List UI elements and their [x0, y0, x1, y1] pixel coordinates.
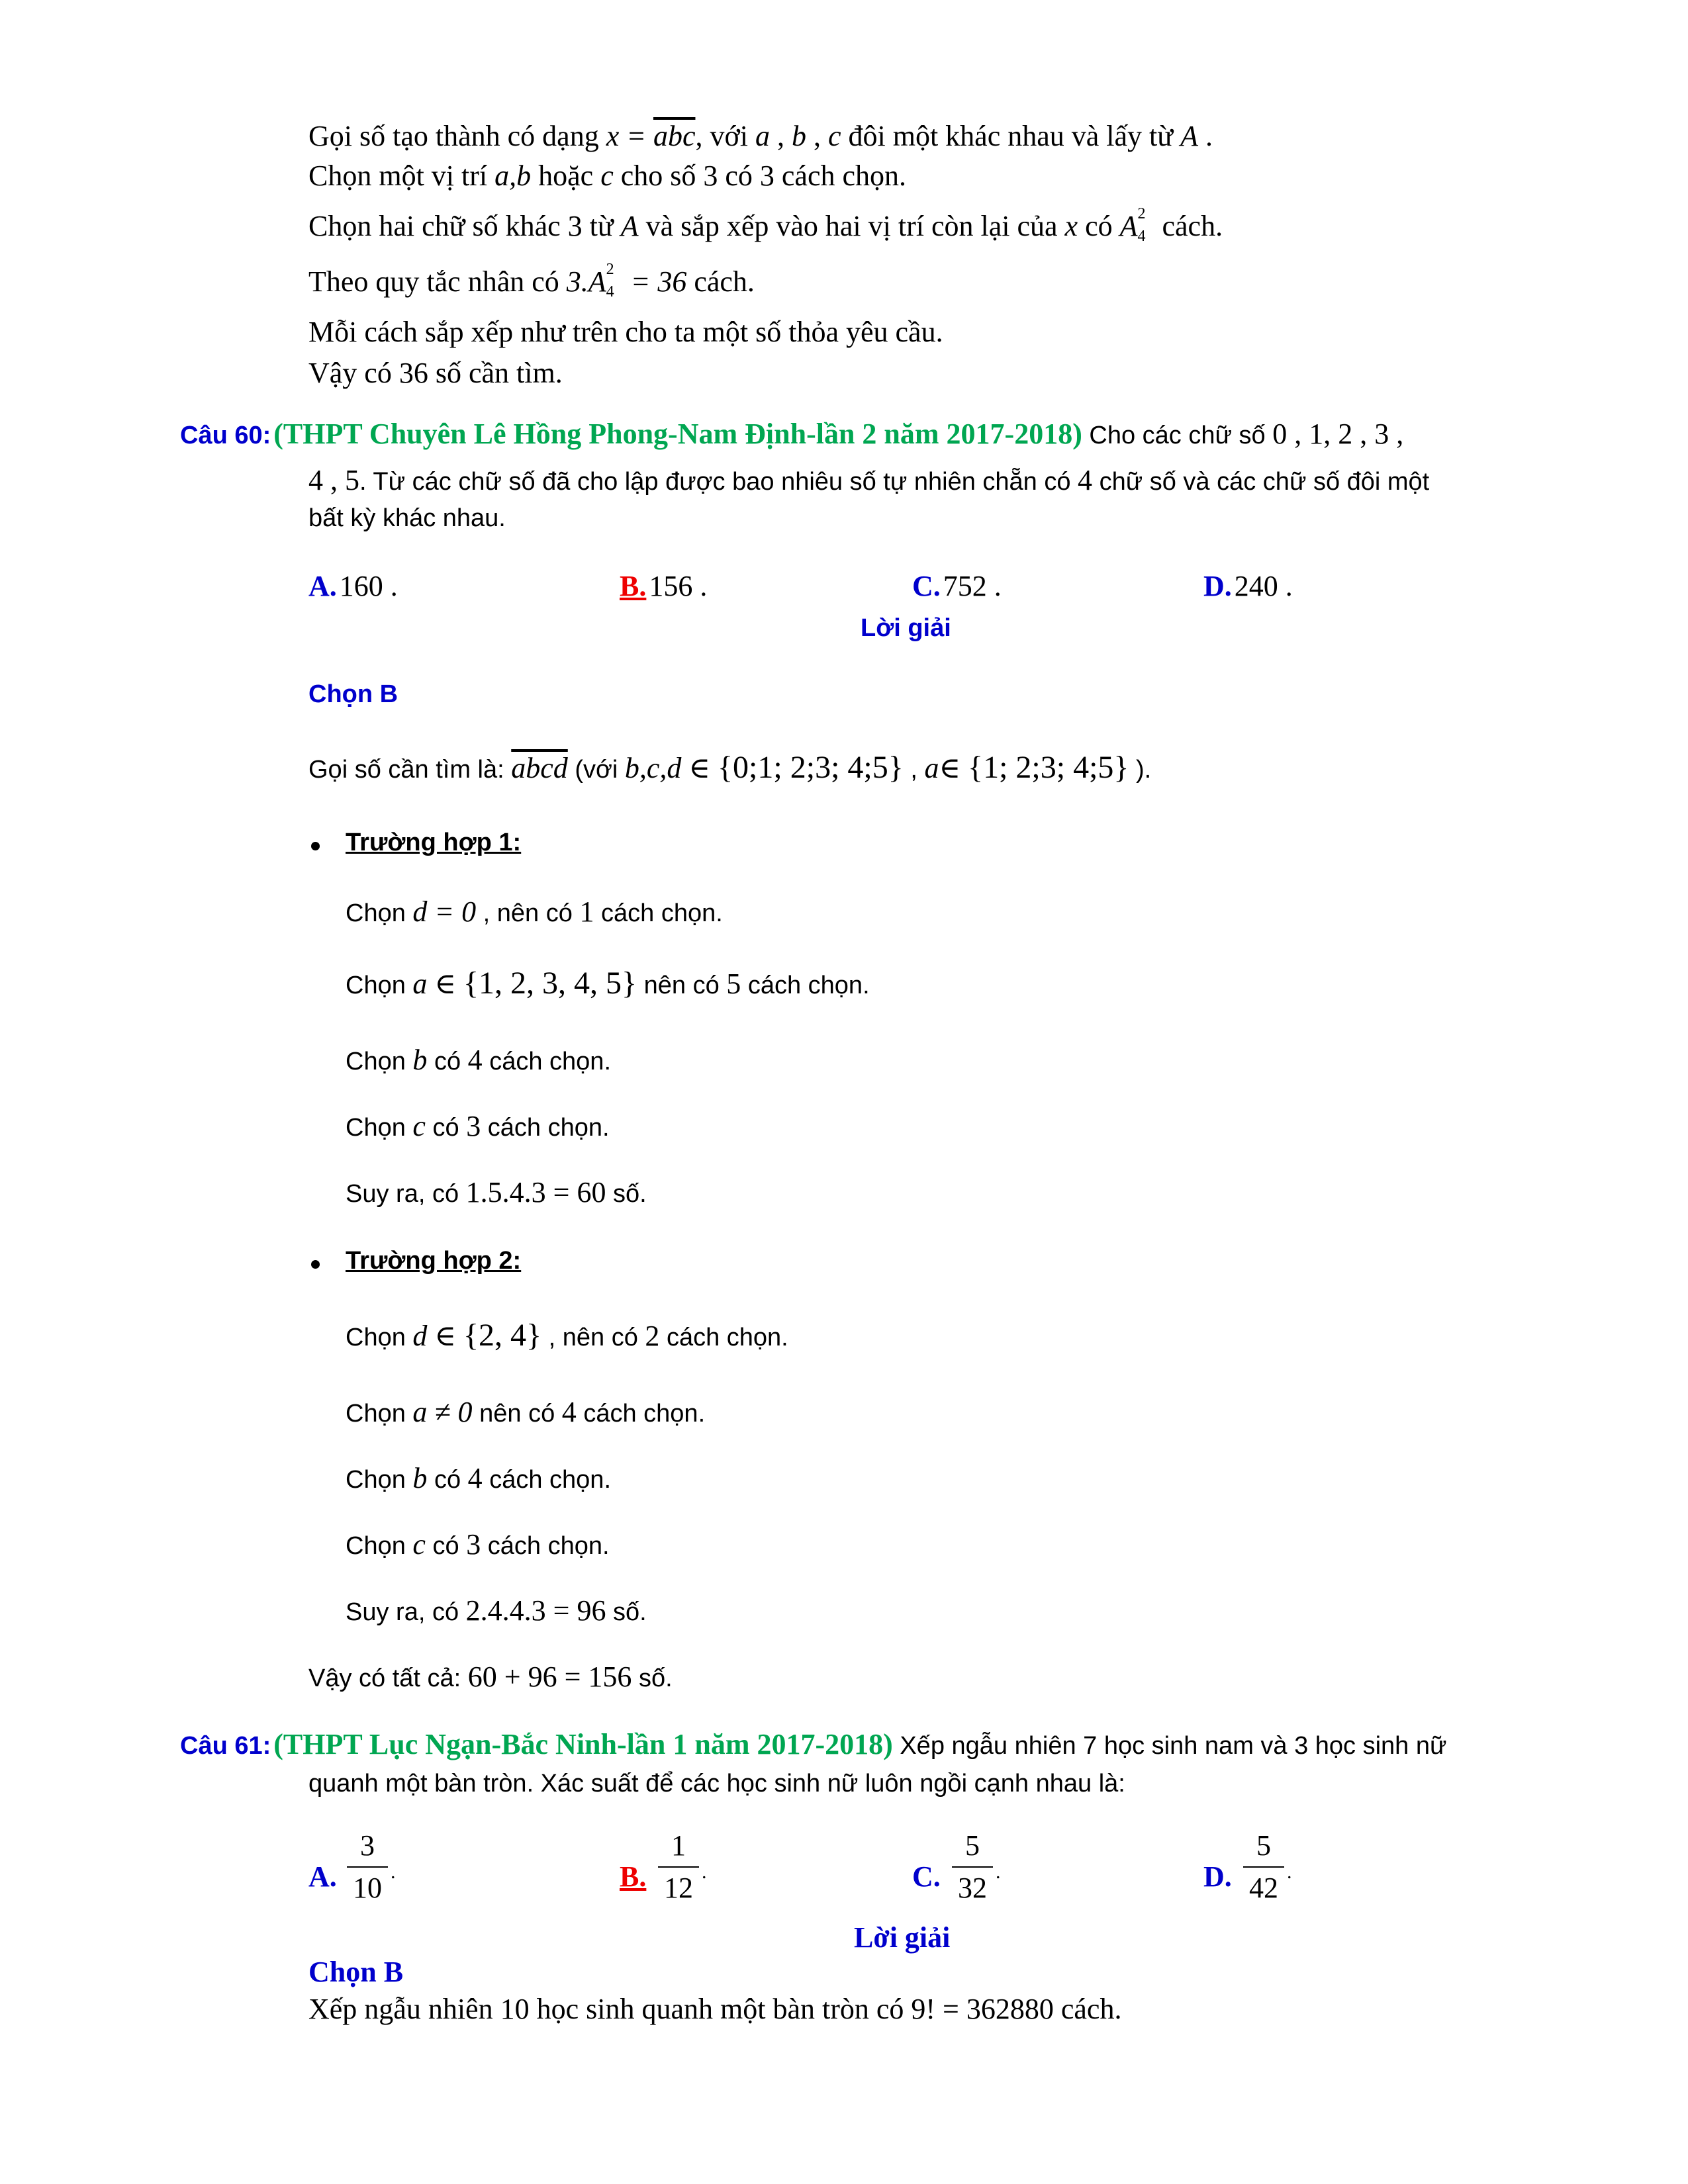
case-2-line-1 [346, 1317, 788, 1353]
text: Theo quy tắc nhân có [308, 265, 567, 298]
math: 3.A [566, 265, 606, 298]
question-digits: 4 , 5 [308, 464, 359, 496]
q60-stem-line-2 [308, 463, 1429, 497]
denominator: 42 [1249, 1872, 1278, 1904]
math: A [1180, 120, 1199, 152]
math: x = [606, 120, 653, 152]
math: c [412, 1110, 426, 1142]
q61-stem-line-1 [180, 1727, 1446, 1761]
text: cách chọn. [741, 972, 870, 999]
math: b [791, 120, 806, 152]
text: Gọi số cần tìm là: [308, 756, 512, 784]
question-text: Cho các chữ số [1082, 422, 1273, 449]
number: 10 [500, 1993, 530, 2025]
text: có [427, 1048, 468, 1075]
q61-option-c-dot: . [996, 1861, 1001, 1883]
text: Vậy có [308, 357, 399, 389]
text: có [718, 159, 760, 192]
option-value: 752 . [943, 570, 1002, 602]
fraction-bar [952, 1866, 993, 1868]
text: ). [1129, 756, 1152, 784]
option-label: C. [912, 570, 941, 602]
number: 4 [467, 1044, 483, 1076]
q61-solution-heading: Lời giải [854, 1921, 951, 1954]
q60-solution-line-1 [308, 749, 1151, 786]
text: Xếp ngẫu nhiên [308, 1993, 500, 2025]
text: cách chọn. [482, 1048, 611, 1075]
q61-option-a-dot: . [391, 1861, 396, 1883]
text: , với [695, 120, 755, 152]
math: c [412, 1528, 426, 1561]
math: a,b [494, 159, 532, 192]
question-digits: 0 , 1, 2 , 3 , [1272, 418, 1404, 450]
q61-option-d-fraction [1243, 1827, 1284, 1907]
text: có [425, 1114, 467, 1142]
q60-option-d[interactable] [1203, 569, 1293, 603]
number: 3 [466, 1110, 481, 1142]
math: A [620, 210, 639, 242]
case-1-title [346, 829, 521, 857]
bullet-icon [311, 842, 320, 850]
q60-option-a[interactable] [308, 569, 398, 603]
math-overline: abcd [511, 752, 568, 784]
question-source: (THPT Lục Ngạn-Bắc Ninh-lần 1 năm 2017-2018) [273, 1728, 893, 1760]
q61-stem-line-2: quanh một bàn tròn. Xác suất để các học sinh nữ luôn ngồi cạnh nhau là: [308, 1770, 1125, 1797]
intro-line-4 [308, 260, 755, 300]
option-value: 156 . [649, 570, 708, 602]
q61-option-b-dot: . [702, 1861, 707, 1883]
subscript: 4 [1137, 227, 1146, 245]
text: cách chọn. [481, 1532, 610, 1560]
number: 3 [567, 210, 583, 242]
text: Chọn [346, 1466, 413, 1494]
intro-line-1 [308, 119, 1213, 153]
text: số. [606, 1598, 647, 1626]
q61-option-a-fraction [347, 1827, 388, 1907]
text: học sinh quanh một bàn tròn có [529, 1993, 912, 2025]
text: cách chọn. [594, 899, 723, 927]
q60-solution-heading: Lời giải [861, 614, 951, 642]
case-2-title [346, 1247, 521, 1275]
superscript: 2 [1137, 205, 1146, 222]
math-set: {0;1; 2;3; 4;5} [718, 750, 904, 785]
text: cách. [1053, 1993, 1122, 2025]
numerator: 5 [965, 1829, 980, 1862]
fraction-bar [1243, 1866, 1284, 1868]
text: cách chọn. [482, 1466, 611, 1494]
text: , [769, 120, 792, 152]
number: 4 [561, 1396, 577, 1428]
text: (với [567, 756, 625, 784]
math: x [1064, 210, 1078, 242]
numerator: 1 [671, 1829, 686, 1862]
text: Chọn [346, 1532, 413, 1560]
q61-choice: Chọn B [308, 1956, 404, 1988]
math: 1.5.4.3 = 60 [465, 1176, 606, 1208]
math-overline: $\overline{abc}$ [653, 120, 696, 152]
option-label: A. [308, 570, 337, 602]
text: số. [632, 1664, 673, 1692]
case-2-line-3 [346, 1461, 611, 1495]
question-source: (THPT Chuyên Lê Hồng Phong-Nam Định-lần 2 năm 2017-2018) [273, 418, 1082, 450]
q61-option-d-dot: . [1287, 1861, 1292, 1883]
question-number: Câu 61: [180, 1732, 271, 1760]
intro-line-2 [308, 159, 906, 193]
text: số cần tìm. [428, 357, 563, 389]
text: Suy ra, có [346, 1598, 466, 1626]
text: đôi một khác nhau và lấy từ [841, 120, 1181, 152]
case-1-line-3 [346, 1043, 611, 1077]
text: Chọn [346, 1048, 413, 1075]
math: a ∈ [412, 968, 463, 1000]
math-set: {2, 4} [463, 1318, 542, 1353]
text: Trường hợp 2: [346, 1247, 522, 1275]
option-label-correct: B. [620, 570, 647, 602]
numerator: 3 [360, 1829, 375, 1862]
case-2-line-4 [346, 1527, 610, 1561]
text: . [1198, 120, 1213, 152]
number: 36 [399, 357, 428, 389]
case-2-line-5 [346, 1594, 647, 1627]
case-1-line-5 [346, 1175, 647, 1209]
math: 2.4.4.3 = 96 [465, 1594, 606, 1627]
text: hoặc [531, 159, 601, 192]
q61-option-c-label[interactable]: C. [912, 1860, 941, 1893]
numerator: 5 [1256, 1829, 1271, 1862]
question-number: Câu 60: [180, 422, 271, 449]
text: và sắp xếp vào hai vị trí còn lại của [638, 210, 1065, 242]
q60-choice: Chọn B [308, 680, 399, 708]
text: Suy ra, có [346, 1180, 466, 1208]
math: 60 + 96 = 156 [467, 1661, 632, 1693]
text: cho số [613, 159, 704, 192]
text: Chọn [346, 972, 413, 999]
math: b [412, 1044, 428, 1076]
denominator: 10 [353, 1872, 382, 1904]
text: , [903, 756, 925, 784]
text: Chọn [346, 1324, 413, 1351]
text: Gọi số tạo thành có dạng [308, 120, 606, 152]
text: cách chọn. [576, 1400, 706, 1428]
option-value: 160 . [339, 570, 398, 602]
math: b [412, 1462, 428, 1494]
math: a ≠ 0 [412, 1396, 473, 1428]
math: d ∈ [412, 1320, 463, 1352]
option-value: 240 . [1234, 570, 1293, 602]
text: Trường hợp 1: [346, 829, 522, 856]
case-1-line-1 [346, 895, 723, 929]
q61-option-b-fraction [658, 1827, 699, 1907]
text: cách chọn. [481, 1114, 610, 1142]
math: 9! = 362880 [911, 1993, 1054, 2025]
math: a [755, 120, 770, 152]
text: , nên có [541, 1324, 645, 1351]
text: có [425, 1532, 467, 1560]
option-label: D. [1203, 570, 1232, 602]
math: a∈ [924, 752, 968, 784]
intro-line-3 [308, 205, 1223, 245]
math: c [600, 159, 614, 192]
q61-option-d-label[interactable]: D. [1203, 1860, 1232, 1893]
case-2-line-2 [346, 1395, 705, 1429]
math-set: {1; 2;3; 4;5} [968, 750, 1129, 785]
text: có [1078, 210, 1120, 242]
math: = 36 [623, 265, 687, 298]
number: 2 [645, 1320, 660, 1352]
text: cách. [686, 265, 755, 298]
text: Chọn [346, 899, 413, 927]
text: từ [582, 210, 621, 242]
q61-option-b-label[interactable]: B. [620, 1860, 647, 1893]
text: số. [606, 1180, 647, 1208]
number: 5 [726, 968, 741, 1000]
q60-stem-line-3: bất kỳ khác nhau. [308, 504, 506, 532]
text: cách. [1154, 210, 1223, 242]
math-set: {1, 2, 3, 4, 5} [463, 966, 637, 1001]
q61-option-a-label[interactable]: A. [308, 1860, 337, 1893]
text: Chọn [346, 1114, 413, 1142]
number: 1 [579, 895, 594, 928]
intro-line-5: Mỗi cách sắp xếp như trên cho ta một số thỏa yêu cầu. [308, 316, 943, 348]
denominator: 32 [958, 1872, 987, 1904]
text: Chọn một vị trí [308, 159, 495, 192]
denominator: 12 [664, 1872, 693, 1904]
text: nên có [637, 972, 727, 999]
text: có [427, 1466, 468, 1494]
text: cách chọn. [774, 159, 907, 192]
text: Chọn [346, 1400, 413, 1428]
text: , nên có [476, 899, 580, 927]
text: cách chọn. [659, 1324, 788, 1351]
superscript: 2 [606, 260, 614, 278]
intro-line-6 [308, 356, 563, 390]
math: b,c,d ∈ [624, 752, 718, 784]
fraction-bar [658, 1866, 699, 1868]
q61-solution-line-1 [308, 1992, 1121, 2026]
subscript: 4 [606, 283, 614, 300]
text: nên có [472, 1400, 562, 1428]
fraction-bar [347, 1866, 388, 1868]
case-1-line-2 [346, 965, 870, 1001]
number: 4 [1078, 464, 1093, 496]
question-text: Xếp ngẫu nhiên 7 học sinh nam và 3 học sinh nữ [892, 1732, 1447, 1760]
q60-total [308, 1660, 673, 1694]
math: d = 0 [412, 895, 477, 928]
math: c [827, 120, 841, 152]
number: 3 [703, 159, 718, 192]
text: , [806, 120, 828, 152]
q60-option-c[interactable] [912, 569, 1002, 603]
q60-stem-line-1 [180, 417, 1403, 451]
number: 4 [467, 1462, 483, 1494]
q60-option-b[interactable] [620, 569, 707, 603]
math: A [1119, 210, 1138, 242]
number: 3 [759, 159, 774, 192]
question-text: chữ số và các chữ số đôi một [1092, 468, 1430, 496]
case-1-line-4 [346, 1109, 610, 1143]
text: Vậy có tất cả: [308, 1664, 468, 1692]
number: 3 [466, 1528, 481, 1561]
bullet-icon [311, 1260, 320, 1269]
text: Chọn hai chữ số khác [308, 210, 568, 242]
q61-option-c-fraction [952, 1827, 993, 1907]
question-text: . Từ các chữ số đã cho lập được bao nhiêu số tự nhiên chẵn có [359, 468, 1078, 496]
